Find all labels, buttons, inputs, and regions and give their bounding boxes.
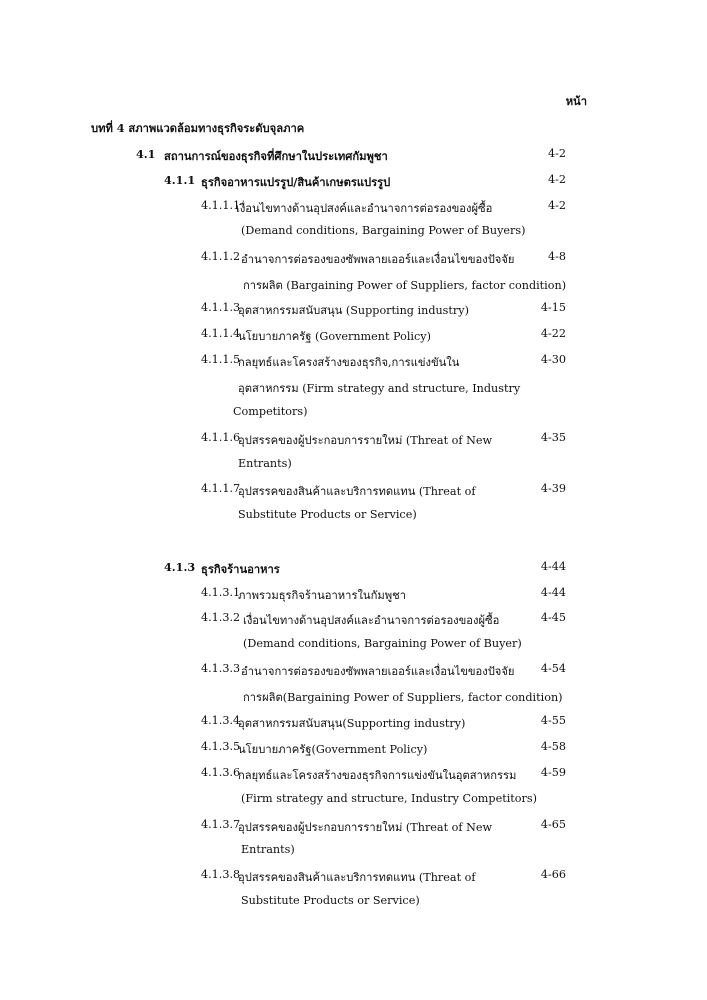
- entry-number: 4.1.1.6: [201, 431, 241, 444]
- entry-title-line: ภาพรวมธุรกิจร้านอาหารในกัมพูชา: [238, 589, 406, 602]
- page-label: หน้า: [565, 94, 587, 108]
- entry-page: 4-2: [547, 147, 566, 160]
- entry-page: 4-59: [540, 766, 566, 779]
- entry-title: ธุรกิจอาหารแปรรูป/สินค้าเกษตรแปรรูป: [201, 175, 391, 189]
- entry-page: 4-39: [540, 482, 566, 495]
- entry-title-line: อำนาจการต่อรองของซัพพลายเออร์และเงื่อนไขของปัจจัย: [241, 665, 515, 678]
- entry-title-line: นโยบายภาครัฐ(Government Policy): [238, 743, 428, 756]
- entry-title-line: อุปสรรคของสินค้าและบริการทดแทน (Threat of: [238, 485, 476, 498]
- entry-title-line: Entrants): [238, 457, 292, 470]
- entry-title-line: Substitute Products or Service): [241, 894, 420, 907]
- entry-title-line: กลยุทธ์และโครงสร้างของธุรกิจการแข่งขันในอุตสาหกรรม: [238, 769, 517, 782]
- entry-number: 4.1: [136, 147, 156, 161]
- entry-number: 4.1.3: [164, 560, 196, 574]
- entry-number: 4.1.3.7: [201, 818, 241, 831]
- entry-title-line: Competitors): [233, 405, 308, 418]
- entry-title-line: อุตสาหกรรมสนับสนุน (Supporting industry): [238, 304, 469, 317]
- entry-number: 4.1.3.6: [201, 766, 241, 779]
- entry-page: 4-2: [547, 199, 566, 212]
- entry-page: 4-44: [540, 560, 566, 573]
- entry-number: 4.1.3.2: [201, 611, 241, 624]
- entry-number: 4.1.3.8: [201, 868, 241, 881]
- entry-number: 4.1.3.3: [201, 662, 241, 675]
- entry-title-line: Entrants): [241, 843, 295, 856]
- entry-page: 4-65: [540, 818, 566, 831]
- entry-title-line: กลยุทธ์และโครงสร้างของธุรกิจ,การแข่งขันใน: [238, 356, 460, 369]
- entry-page: 4-30: [540, 353, 566, 366]
- entry-title-line: (Firm strategy and structure, Industry Competitors): [241, 792, 537, 805]
- entry-page: 4-45: [540, 611, 566, 624]
- entry-number: 4.1.3.4: [201, 714, 241, 727]
- entry-page: 4-8: [547, 250, 566, 263]
- entry-page: 4-35: [540, 431, 566, 444]
- entry-number: 4.1.1.4: [201, 327, 241, 340]
- entry-number: 4.1.1.1: [201, 199, 241, 212]
- entry-page: 4-54: [540, 662, 566, 675]
- entry-number: 4.1.3.5: [201, 740, 241, 753]
- entry-title-line: การผลิต(Bargaining Power of Suppliers, factor condition): [243, 691, 563, 704]
- entry-title-line: Substitute Products or Service): [238, 508, 417, 521]
- entry-page: 4-55: [540, 714, 566, 727]
- entry-title-line: (Demand conditions, Bargaining Power of Buyers): [241, 224, 526, 237]
- entry-number: 4.1.1.3: [201, 301, 241, 314]
- entry-page: 4-2: [547, 173, 566, 186]
- entry-number: 4.1.1.5: [201, 353, 241, 366]
- chapter-heading: บทที่ 4 สภาพแวดล้อมทางธุรกิจระดับจุลภาค: [91, 121, 305, 135]
- entry-title-line: อุตสาหกรรม (Firm strategy and structure, Industry: [238, 382, 521, 395]
- entry-number: 4.1.3.1: [201, 586, 241, 599]
- entry-title-line: (Demand conditions, Bargaining Power of Buyer): [243, 637, 522, 650]
- entry-title: ธุรกิจร้านอาหาร: [201, 562, 280, 576]
- entry-number: 4.1.1: [164, 173, 196, 187]
- entry-number: 4.1.1.7: [201, 482, 241, 495]
- entry-title-line: นโยบายภาครัฐ (Government Policy): [238, 330, 431, 343]
- entry-title-line: เงื่อนไขทางด้านอุปสงค์และอำนาจการต่อรองของผู้ซื้อ: [236, 202, 493, 215]
- entry-title-line: อุปสรรคของผู้ประกอบการรายใหม่ (Threat of New: [238, 434, 493, 447]
- entry-page: 4-66: [540, 868, 566, 881]
- entry-title: สถานการณ์ของธุรกิจที่ศึกษาในประเทศกัมพูชา: [164, 149, 388, 163]
- entry-title-line: เงื่อนไขทางด้านอุปสงค์และอำนาจการต่อรองของผู้ซื้อ: [243, 614, 500, 627]
- entry-page: 4-44: [540, 586, 566, 599]
- entry-page: 4-58: [540, 740, 566, 753]
- entry-title-line: อำนาจการต่อรองของซัพพลายเออร์และเงื่อนไขของปัจจัย: [241, 253, 515, 266]
- entry-title-line: อุปสรรคของผู้ประกอบการรายใหม่ (Threat of New: [238, 821, 493, 834]
- entry-page: 4-15: [540, 301, 566, 314]
- entry-title-line: อุปสรรคของสินค้าและบริการทดแทน (Threat of: [238, 871, 476, 884]
- entry-title-line: การผลิต (Bargaining Power of Suppliers, factor condition): [243, 279, 567, 292]
- entry-page: 4-22: [540, 327, 566, 340]
- entry-number: 4.1.1.2: [201, 250, 241, 263]
- entry-title-line: อุตสาหกรรมสนับสนุน(Supporting industry): [238, 717, 466, 730]
